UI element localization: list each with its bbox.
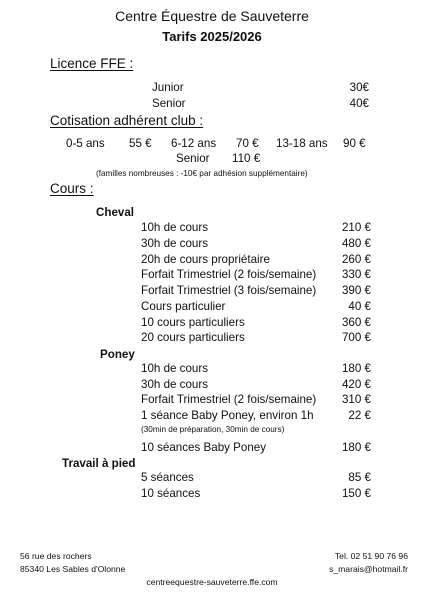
course-price: 260 € <box>341 253 371 266</box>
cotisation-price: 110 € <box>232 152 261 165</box>
footer-address-line1: 56 rue des rochers <box>20 551 92 561</box>
cotisation-price: 55 € <box>129 137 152 150</box>
cotisation-price: 90 € <box>343 137 366 150</box>
course-price: 85 € <box>348 471 371 484</box>
section-heading-cotisation: Cotisation adhérent club : <box>50 113 204 128</box>
section-heading-licence: Licence FFE : <box>50 56 134 71</box>
cotisation-price: 70 € <box>236 137 259 150</box>
course-price: 310 € <box>341 393 371 406</box>
course-price: 210 € <box>341 221 371 234</box>
course-label: 30h de cours <box>141 378 209 391</box>
licence-price: 40€ <box>349 97 369 110</box>
course-label: 10 séances <box>141 487 201 500</box>
course-note: (30min de préparation, 30min de cours) <box>141 425 285 434</box>
course-label: Forfait Trimestriel (2 fois/semaine) <box>141 393 317 406</box>
footer-phone: Tel. 02 51 90 76 96 <box>334 551 408 561</box>
course-price: 150 € <box>341 487 371 500</box>
category-travail-a-pied: Travail à pied <box>62 457 136 470</box>
course-label: 10h de cours <box>141 362 209 375</box>
section-heading-cours: Cours : <box>50 181 94 196</box>
course-price: 40 € <box>348 300 371 313</box>
course-price: 390 € <box>341 284 371 297</box>
course-price: 330 € <box>341 268 371 281</box>
course-label: 10h de cours <box>141 221 209 234</box>
course-label: 30h de cours <box>141 237 209 250</box>
course-price: 480 € <box>341 237 371 250</box>
course-label: 20 cours particuliers <box>141 331 245 344</box>
course-price: 22 € <box>348 409 371 422</box>
licence-label: Senior <box>152 97 186 110</box>
category-cheval: Cheval <box>96 206 135 219</box>
page-title: Centre Équestre de Sauveterre <box>115 8 309 24</box>
cotisation-label: 6-12 ans <box>171 137 217 150</box>
cotisation-note: (familles nombreuses : -10€ par adhésion supplémentaire) <box>96 169 308 178</box>
category-poney: Poney <box>100 348 135 361</box>
course-price: 180 € <box>341 441 371 454</box>
course-label: 10 séances Baby Poney <box>141 441 267 454</box>
course-label: 10 cours particuliers <box>141 316 245 329</box>
cotisation-label: Senior <box>176 152 210 165</box>
course-label: 5 séances <box>141 471 194 484</box>
footer-website: centreequestre-sauveterre.ffe.com <box>146 577 278 587</box>
course-label: 20h de cours propriétaire <box>141 253 270 266</box>
course-label: Cours particulier <box>141 300 226 313</box>
licence-label: Junior <box>152 81 184 94</box>
cotisation-label: 13-18 ans <box>276 137 328 150</box>
course-price: 360 € <box>341 316 371 329</box>
course-label: Forfait Trimestriel (3 fois/semaine) <box>141 284 317 297</box>
cotisation-label: 0-5 ans <box>66 137 105 150</box>
course-price: 180 € <box>341 362 371 375</box>
licence-price: 30€ <box>349 81 369 94</box>
course-price: 420 € <box>341 378 371 391</box>
course-label: Forfait Trimestriel (2 fois/semaine) <box>141 268 317 281</box>
footer-email: s_marais@hotmail.fr <box>329 564 408 574</box>
course-price: 700 € <box>341 331 371 344</box>
page-subtitle: Tarifs 2025/2026 <box>162 29 262 44</box>
course-label: 1 séance Baby Poney, environ 1h <box>141 409 314 422</box>
footer-address-line2: 85340 Les Sables d'Olonne <box>20 564 126 574</box>
